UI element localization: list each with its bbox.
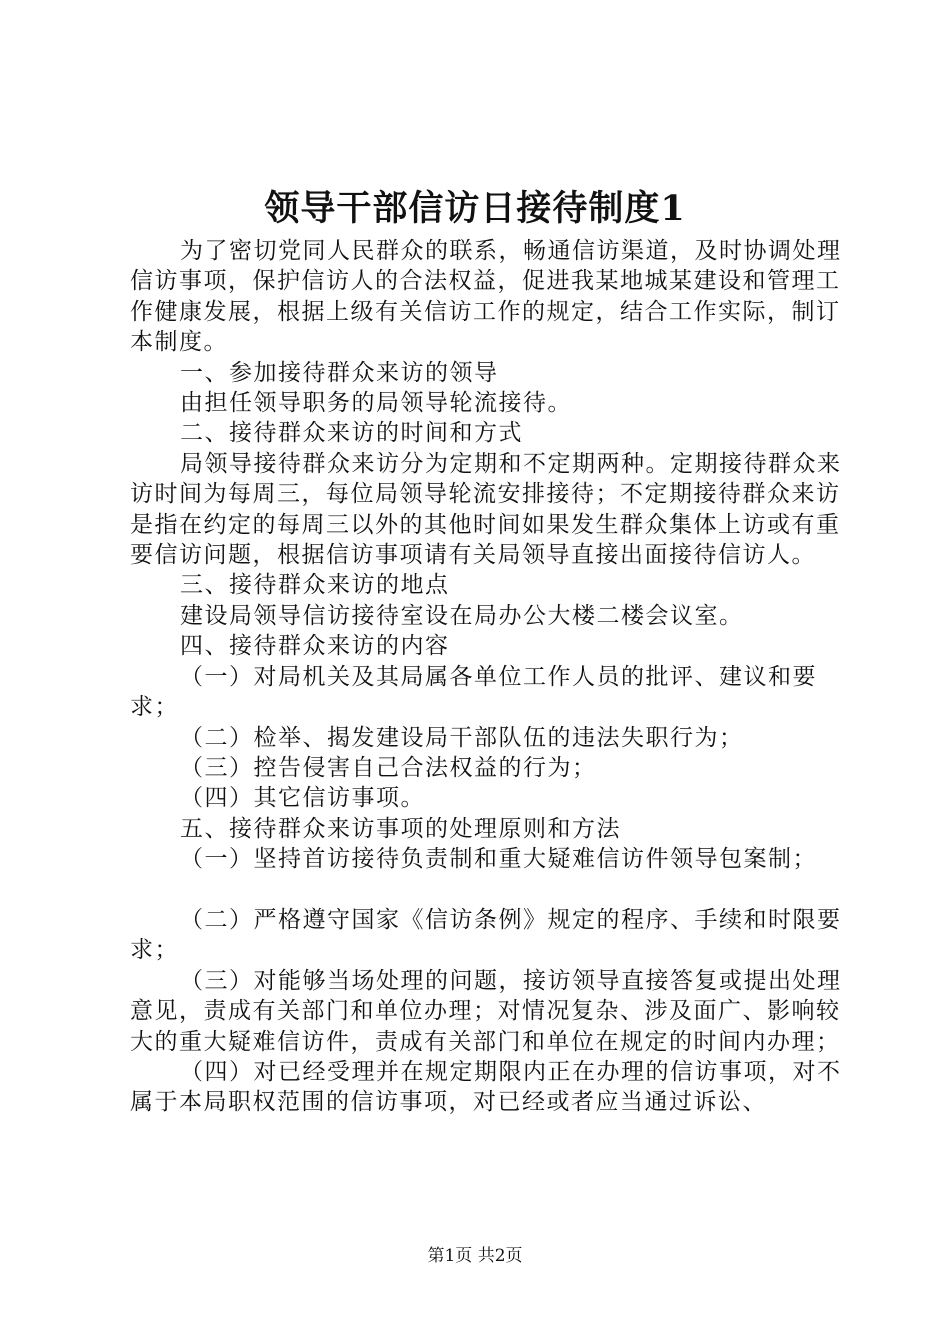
- section-heading-3: 三、接待群众来访的地点: [180, 572, 450, 599]
- list-item: （一）对局机关及其局属各单位工作人员的批评、建议和要求；: [130, 663, 817, 721]
- section-text-1: 由担任领导职务的局领导轮流接待。: [180, 390, 572, 417]
- list-item: （二）严格遵守国家《信访条例》规定的程序、手续和时限要求；: [130, 906, 842, 964]
- section-text-3: 建设局领导信访接待室设在局办公大楼二楼会议室。: [180, 602, 744, 629]
- section-heading-2: 二、接待群众来访的时间和方式: [180, 420, 523, 447]
- list-item: （一）坚持首访接待负责制和重大疑难信访件领导包案制；: [180, 846, 817, 873]
- section-text-2: 局领导接待群众来访分为定期和不定期两种。定期接待群众来访时间为每周三，每位局领导轮流安排接待；不定期接待群众来访是指在约定的每周三以外的其他时间如果发生群众集体上访或有重要信访问题，根据信访事项请有关局领导直接出面接待信访人。: [130, 450, 842, 569]
- list-item: （二）检举、揭发建设局干部队伍的违法失职行为；: [180, 724, 744, 751]
- document-body: [130, 236, 846, 1118]
- list-item: （三）对能够当场处理的问题，接访领导直接答复或提出处理意见，责成有关部门和单位办理；对情况复杂、涉及面广、影响较大的重大疑难信访件，责成有关部门和单位在规定的时间内办理；: [130, 967, 842, 1055]
- list-item: （四）其它信访事项。: [180, 785, 425, 812]
- section-heading-1: 一、参加接待群众来访的领导: [180, 359, 499, 386]
- page-footer: 第1页 共2页: [427, 1246, 523, 1266]
- section-heading-4: 四、接待群众来访的内容: [180, 633, 450, 660]
- list-item: （四）对已经受理并在规定期限内正在办理的信访事项，对不属于本局职权范围的信访事项，对已经或者应当通过诉讼、: [130, 1058, 842, 1116]
- list-item: （三）控告侵害自己合法权益的行为；: [180, 754, 597, 781]
- intro-paragraph: 为了密切党同人民群众的联系，畅通信访渠道，及时协调处理信访事项，保护信访人的合法权益，促进我某地城某建设和管理工作健康发展，根据上级有关信访工作的规定，结合工作实际，制订本制度。: [130, 238, 842, 356]
- section-heading-5: 五、接待群众来访事项的处理原则和方法: [180, 815, 621, 842]
- document-title: 领导干部信访日接待制度1: [264, 188, 686, 229]
- blank-line: [130, 875, 846, 905]
